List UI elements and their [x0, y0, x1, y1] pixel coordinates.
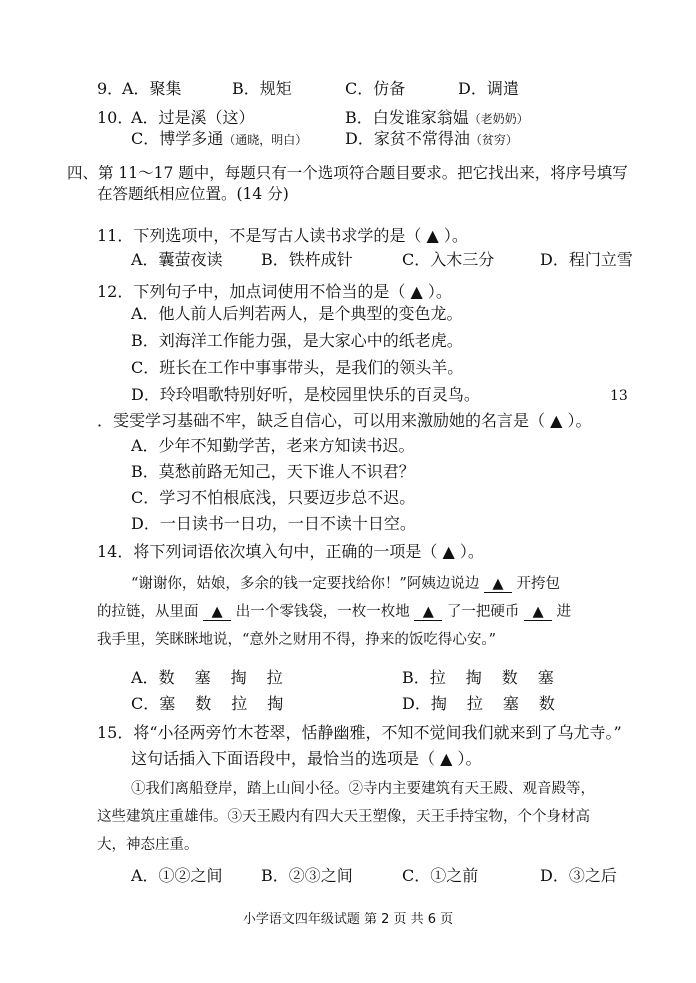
- q13-option-c: C．学习不怕根底浅，只要迈步总不迟。: [131, 488, 416, 507]
- q14-option-b: [402, 668, 554, 688]
- q10-option-c-note: （通晓，明白）: [223, 133, 308, 147]
- q11-stem: 11．下列选项中，不是写古人读书求学的是（ ▲ ）。: [97, 226, 468, 245]
- q10-option-b: [345, 108, 529, 129]
- q14-blank-4: ▲: [524, 604, 552, 621]
- option-word: 拉: [266, 668, 283, 687]
- q11-option-d: D．程门立雪: [540, 250, 633, 269]
- q13-stem: ．雯雯学习基础不牢，缺乏自信心，可以用来激励她的名言是（ ▲ ）。: [97, 411, 592, 430]
- option-word: 拉: [231, 694, 248, 713]
- q15-option-c: C．①之前: [402, 866, 479, 885]
- q11-option-b: B．铁杵成针: [261, 250, 353, 269]
- q11-option-c: C．入木三分: [402, 250, 495, 269]
- q9-number: 9．: [97, 79, 124, 98]
- q12-option-d: D．玲玲唱歌特别好听，是校园里快乐的百灵鸟。: [131, 385, 480, 404]
- q9-option-d: D．调遣: [458, 79, 519, 98]
- option-word: 掏: [465, 668, 482, 687]
- option-word: 数: [538, 694, 555, 713]
- option-word: 数: [501, 668, 518, 687]
- q14-blank-3: ▲: [414, 604, 442, 621]
- q9-option-c: C．仿备: [345, 79, 406, 98]
- q14-option-d: [402, 694, 555, 714]
- q14-text: 开挎包: [516, 576, 561, 592]
- q12-option-a: A．他人前人后判若两人，是个典型的变色龙。: [131, 304, 463, 323]
- q13-option-b: B．莫愁前路无知己，天下谁人不识君？: [131, 462, 415, 481]
- q10-option-a: A．过是溪（这）: [131, 108, 255, 127]
- page-footer: 小学语文四年级试题 第 2 页 共 6 页: [242, 912, 454, 927]
- option-word: 塞: [537, 668, 554, 687]
- q10-option-b-text: B．白发谁家翁媪: [345, 108, 469, 127]
- q12-option-b: B．刘海洋工作能力强，是大家心中的纸老虎。: [131, 331, 463, 350]
- q14-text: 进: [556, 604, 572, 620]
- option-word: 塞: [159, 694, 176, 713]
- q15-stem: 15．将“小径两旁竹木苍翠，恬静幽雅，不知不觉间我们就来到了乌尤寺。”: [97, 723, 622, 742]
- q13-option-a: A．少年不知勤学苦，老来方知读书迟。: [131, 436, 415, 455]
- option-letter: C．: [131, 694, 160, 713]
- q14-text: 出一个零钱袋，一枚一枚地: [235, 604, 410, 620]
- q15-passage-line1: ①我们离船登岸，踏上山间小径。②寺内主要建筑有天王殿、观音殿等，: [131, 781, 595, 797]
- option-word: 拉: [429, 668, 446, 687]
- q14-passage-line3: 我手里，笑眯眯地说，“意外之财用不得，挣来的饭吃得心安。”: [97, 632, 497, 648]
- option-word: 拉: [466, 694, 483, 713]
- q14-option-a: [131, 668, 283, 688]
- q10-option-d-note: （贫穷）: [469, 133, 518, 147]
- q12-stem: 12．下列句子中，加点词使用不恰当的是（ ▲ ）。: [97, 282, 452, 301]
- option-word: 掏: [230, 668, 247, 687]
- q14-text: 的拉链，从里面: [97, 604, 199, 620]
- q14-option-c: [131, 694, 283, 714]
- q15-option-a: A．①②之间: [131, 866, 223, 885]
- q13-number: 13: [610, 388, 628, 404]
- option-letter: B．: [402, 668, 430, 687]
- q14-blank-1: ▲: [484, 576, 512, 593]
- q14-stem: 14．将下列词语依次填入句中，正确的一项是（ ▲ ）。: [97, 542, 484, 561]
- q10-option-c: [131, 129, 307, 150]
- q9-option-a: A．聚集: [122, 79, 182, 98]
- option-word: 掏: [267, 694, 284, 713]
- option-letter: A．: [131, 668, 159, 687]
- q14-text: 了一把硬币: [446, 604, 520, 620]
- section-4-heading: 四、第 11～17 题中，每题只有一个选项符合题目要求。把它找出来，将序号填写: [67, 164, 628, 182]
- q15-passage-line3: 大，神态庄重。: [97, 837, 199, 853]
- option-letter: D．: [402, 694, 431, 713]
- option-word: 数: [195, 694, 212, 713]
- q10-option-c-text: C．博学多通: [131, 129, 224, 148]
- q10-option-d: [345, 129, 518, 150]
- q15-stem-line2: 这句话插入下面语段中，最恰当的选项是（ ▲ ）。: [131, 749, 482, 768]
- q15-option-b: B．②③之间: [261, 866, 353, 885]
- q11-option-a: A．囊萤夜读: [131, 250, 223, 269]
- q14-text: “谢谢你，姑娘，多余的钱一定要找给你！”阿姨边说边: [131, 576, 480, 592]
- q10-option-b-note: （老奶奶）: [468, 112, 529, 126]
- option-word: 塞: [194, 668, 211, 687]
- q15-option-d: D．③之后: [540, 866, 617, 885]
- section-4-heading-line2: 在答题纸相应位置。(14 分): [97, 185, 289, 203]
- option-word: 数: [158, 668, 175, 687]
- q13-option-d: D．一日读书一日功，一日不读十日空。: [131, 514, 416, 533]
- q14-passage-line2: [97, 602, 571, 622]
- q10-option-d-text: D．家贫不常得油: [345, 129, 470, 148]
- option-word: 塞: [502, 694, 519, 713]
- q14-blank-2: ▲: [203, 604, 231, 621]
- q12-option-c: C．班长在工作中事事带头，是我们的领头羊。: [131, 358, 464, 377]
- q14-passage-line1: [131, 574, 560, 594]
- q10-number: 10．: [97, 108, 134, 127]
- q15-passage-line2: 这些建筑庄重雄伟。③天王殿内有四大天王塑像，天王手持宝物，个个身材高: [97, 809, 590, 825]
- q9-option-b: B．规矩: [232, 79, 292, 98]
- option-word: 掏: [430, 694, 447, 713]
